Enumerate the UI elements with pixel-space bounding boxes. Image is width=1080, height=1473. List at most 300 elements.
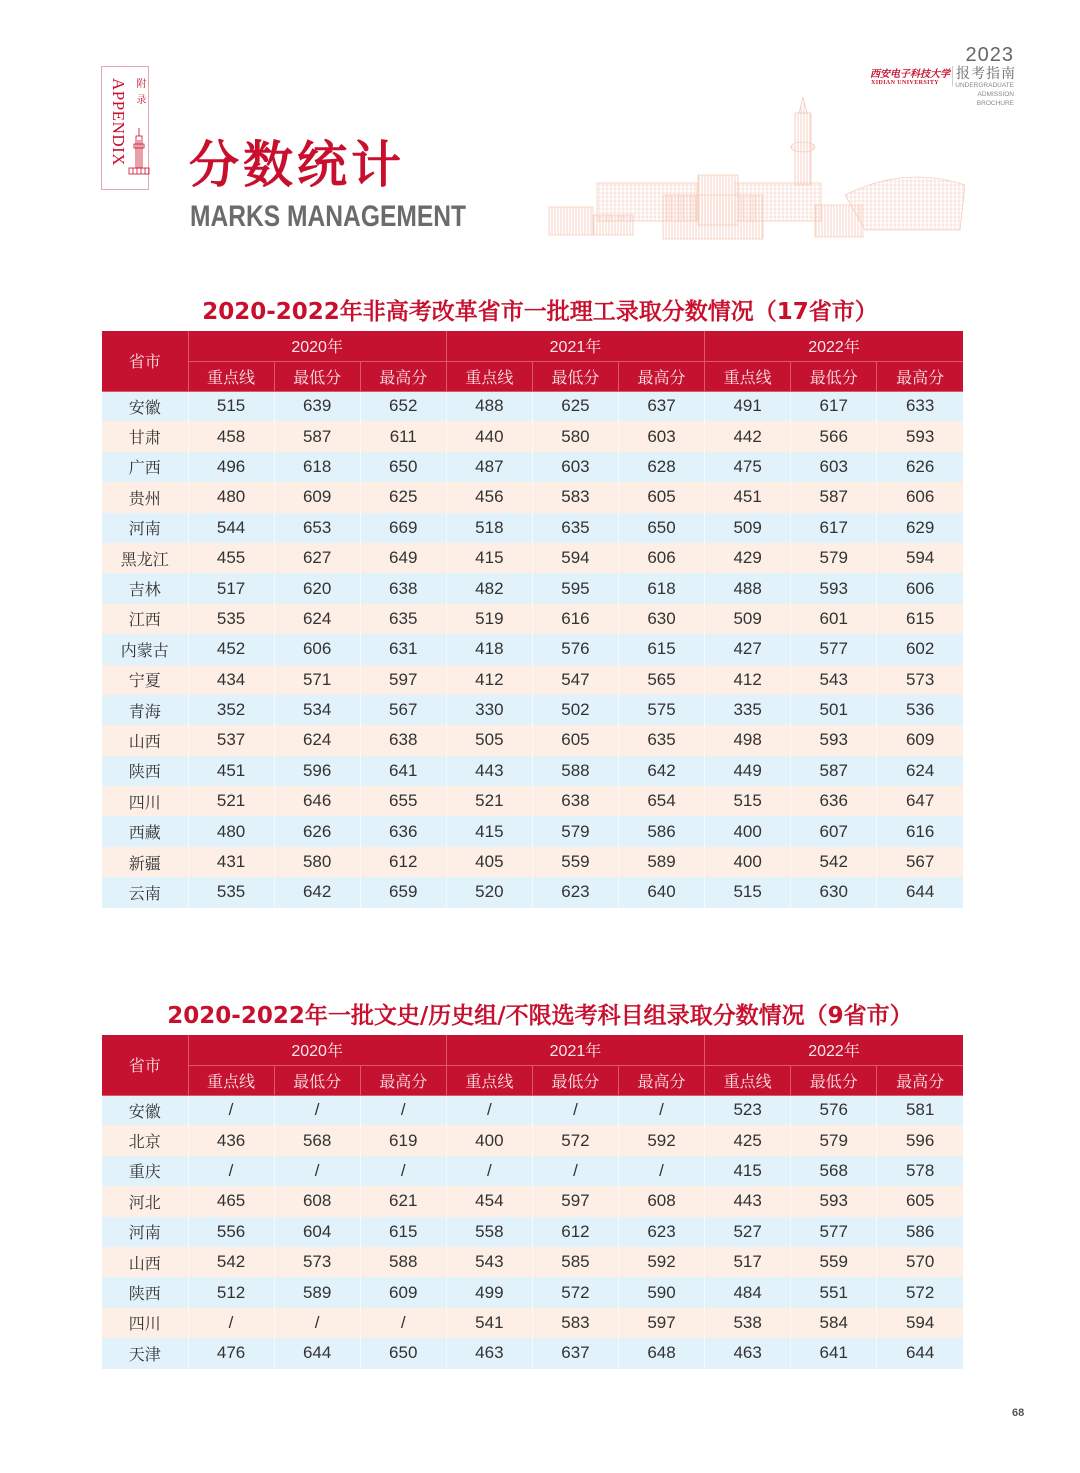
score-cell: 637 xyxy=(532,1338,618,1368)
score-cell: 649 xyxy=(360,543,446,573)
score-cell: 635 xyxy=(360,604,446,634)
score-cell: 572 xyxy=(532,1125,618,1155)
score-cell: 621 xyxy=(360,1186,446,1216)
score-cell: 491 xyxy=(705,391,791,421)
province-cell: 安徽 xyxy=(102,1095,188,1125)
score-cell: 589 xyxy=(618,847,704,877)
score-cell: 521 xyxy=(446,786,532,816)
page-subtitle: MARKS MANAGEMENT xyxy=(190,200,467,233)
score-cell: 623 xyxy=(532,877,618,907)
score-cell: 636 xyxy=(360,816,446,846)
score-cell: 616 xyxy=(877,816,963,846)
score-cell: 412 xyxy=(446,665,532,695)
score-cell: 638 xyxy=(532,786,618,816)
table-row xyxy=(102,1308,963,1338)
table-row xyxy=(102,421,963,451)
score-cell: 605 xyxy=(532,725,618,755)
table-row xyxy=(102,1277,963,1307)
score-cell: 593 xyxy=(791,1186,877,1216)
table-row xyxy=(102,391,963,421)
score-cell: 605 xyxy=(877,1186,963,1216)
table-row xyxy=(102,877,963,907)
score-cell: 628 xyxy=(618,452,704,482)
score-cell: / xyxy=(274,1095,360,1125)
table-row xyxy=(102,1338,963,1368)
score-cell: 521 xyxy=(188,786,274,816)
score-cell: 625 xyxy=(532,391,618,421)
score-cell: 612 xyxy=(532,1217,618,1247)
province-cell: 天津 xyxy=(102,1338,188,1368)
score-cell: / xyxy=(532,1156,618,1186)
score-cell: 597 xyxy=(532,1186,618,1216)
score-cell: 611 xyxy=(360,421,446,451)
score-cell: 559 xyxy=(532,847,618,877)
score-cell: 648 xyxy=(618,1338,704,1368)
score-cell: 654 xyxy=(618,786,704,816)
score-cell: 436 xyxy=(188,1125,274,1155)
province-cell: 吉林 xyxy=(102,573,188,603)
score-cell: 638 xyxy=(360,725,446,755)
score-cell: 636 xyxy=(791,786,877,816)
province-cell: 山西 xyxy=(102,725,188,755)
score-cell: 650 xyxy=(360,1338,446,1368)
score-cell: 572 xyxy=(877,1277,963,1307)
province-cell: 云南 xyxy=(102,877,188,907)
score-cell: 429 xyxy=(705,543,791,573)
appendix-label-cn: 附录 xyxy=(134,78,145,110)
score-cell: 659 xyxy=(360,877,446,907)
score-cell: 527 xyxy=(705,1217,791,1247)
score-cell: 543 xyxy=(791,665,877,695)
table-row xyxy=(102,816,963,846)
metric-header: 最低分 xyxy=(532,361,618,391)
score-cell: 604 xyxy=(274,1217,360,1247)
score-cell: 617 xyxy=(791,513,877,543)
score-cell: 605 xyxy=(618,482,704,512)
score-cell: 505 xyxy=(446,725,532,755)
score-cell: 606 xyxy=(618,543,704,573)
score-cell: 480 xyxy=(188,816,274,846)
score-cell: 647 xyxy=(877,786,963,816)
score-cell: 592 xyxy=(618,1125,704,1155)
score-cell: 544 xyxy=(188,513,274,543)
table-row xyxy=(102,847,963,877)
metric-header: 最高分 xyxy=(618,1065,704,1095)
score-cell: 615 xyxy=(360,1217,446,1247)
score-cell: 594 xyxy=(877,1308,963,1338)
score-cell: 623 xyxy=(618,1217,704,1247)
score-cell: 572 xyxy=(532,1277,618,1307)
score-cell: 630 xyxy=(791,877,877,907)
score-cell: 578 xyxy=(877,1156,963,1186)
page-number: 68 xyxy=(1012,1407,1025,1419)
table-row xyxy=(102,665,963,695)
score-cell: 618 xyxy=(618,573,704,603)
score-cell: 542 xyxy=(188,1247,274,1277)
brochure-year: 2023 xyxy=(965,44,1014,66)
score-cell: 637 xyxy=(618,391,704,421)
score-cell: 650 xyxy=(360,452,446,482)
score-cell: 556 xyxy=(188,1217,274,1247)
metric-header: 最高分 xyxy=(360,1065,446,1095)
score-cell: 542 xyxy=(791,847,877,877)
score-cell: 535 xyxy=(188,604,274,634)
score-cell: 655 xyxy=(360,786,446,816)
province-header: 省市 xyxy=(102,331,188,391)
score-cell: 452 xyxy=(188,634,274,664)
score-cell: 597 xyxy=(360,665,446,695)
score-cell: 543 xyxy=(446,1247,532,1277)
score-cell: 499 xyxy=(446,1277,532,1307)
score-cell: 590 xyxy=(618,1277,704,1307)
score-cell: 480 xyxy=(188,482,274,512)
score-cell: 602 xyxy=(877,634,963,664)
score-cell: 517 xyxy=(188,573,274,603)
score-cell: 580 xyxy=(274,847,360,877)
metric-header: 最高分 xyxy=(618,361,704,391)
score-cell: 592 xyxy=(618,1247,704,1277)
score-cell: 515 xyxy=(188,391,274,421)
score-cell: 573 xyxy=(274,1247,360,1277)
score-cell: 603 xyxy=(618,421,704,451)
score-cell: 595 xyxy=(532,573,618,603)
score-cell: 644 xyxy=(274,1338,360,1368)
score-cell: 633 xyxy=(877,391,963,421)
metric-header: 重点线 xyxy=(446,361,532,391)
year-header-2020: 2020年 xyxy=(188,331,446,361)
score-cell: 576 xyxy=(532,634,618,664)
score-cell: 551 xyxy=(791,1277,877,1307)
year-header-2022: 2022年 xyxy=(705,331,963,361)
score-cell: 624 xyxy=(274,604,360,634)
university-logo-cn: 西安电子科技大学 xyxy=(870,69,950,80)
score-cell: 501 xyxy=(791,695,877,725)
score-cell: 484 xyxy=(705,1277,791,1307)
campus-skyline-illustration xyxy=(545,95,965,240)
year-header-2021: 2021年 xyxy=(446,1035,704,1065)
science-scores-table xyxy=(102,331,963,908)
province-cell: 黑龙江 xyxy=(102,543,188,573)
score-cell: 607 xyxy=(791,816,877,846)
table-row xyxy=(102,452,963,482)
province-cell: 四川 xyxy=(102,786,188,816)
score-cell: 642 xyxy=(274,877,360,907)
province-cell: 陕西 xyxy=(102,756,188,786)
score-cell: 577 xyxy=(791,634,877,664)
score-cell: 588 xyxy=(532,756,618,786)
score-cell: 541 xyxy=(446,1308,532,1338)
score-cell: 427 xyxy=(705,634,791,664)
score-cell: 630 xyxy=(618,604,704,634)
appendix-label-en: APPENDIX xyxy=(109,78,128,167)
score-cell: 620 xyxy=(274,573,360,603)
metric-header: 最低分 xyxy=(791,361,877,391)
score-cell: 652 xyxy=(360,391,446,421)
score-cell: 609 xyxy=(877,725,963,755)
score-cell: 573 xyxy=(877,665,963,695)
score-cell: 641 xyxy=(360,756,446,786)
score-cell: 603 xyxy=(532,452,618,482)
score-cell: 547 xyxy=(532,665,618,695)
score-cell: 487 xyxy=(446,452,532,482)
score-cell: 431 xyxy=(188,847,274,877)
province-cell: 甘肃 xyxy=(102,421,188,451)
metric-header: 最低分 xyxy=(532,1065,618,1095)
score-cell: 456 xyxy=(446,482,532,512)
score-cell: 587 xyxy=(791,482,877,512)
score-cell: 502 xyxy=(532,695,618,725)
score-cell: 488 xyxy=(705,573,791,603)
score-cell: 594 xyxy=(532,543,618,573)
metric-header: 最低分 xyxy=(274,1065,360,1095)
score-cell: 577 xyxy=(791,1217,877,1247)
metric-header: 重点线 xyxy=(705,361,791,391)
score-cell: 608 xyxy=(618,1186,704,1216)
score-cell: 606 xyxy=(274,634,360,664)
score-cell: 519 xyxy=(446,604,532,634)
score-cell: 449 xyxy=(705,756,791,786)
score-cell: 603 xyxy=(791,452,877,482)
score-cell: 454 xyxy=(446,1186,532,1216)
metric-header: 最低分 xyxy=(274,361,360,391)
year-header-2021: 2021年 xyxy=(446,331,704,361)
score-cell: 458 xyxy=(188,421,274,451)
score-cell: 635 xyxy=(618,725,704,755)
table-row xyxy=(102,1217,963,1247)
score-cell: / xyxy=(274,1308,360,1338)
score-cell: 515 xyxy=(705,786,791,816)
score-cell: 608 xyxy=(274,1186,360,1216)
score-cell: 669 xyxy=(360,513,446,543)
score-cell: 535 xyxy=(188,877,274,907)
score-cell: / xyxy=(360,1156,446,1186)
score-cell: 644 xyxy=(877,1338,963,1368)
metric-header: 重点线 xyxy=(188,1065,274,1095)
score-cell: 585 xyxy=(532,1247,618,1277)
score-cell: 509 xyxy=(705,513,791,543)
score-cell: 638 xyxy=(360,573,446,603)
province-cell: 安徽 xyxy=(102,391,188,421)
score-cell: 571 xyxy=(274,665,360,695)
score-cell: 434 xyxy=(188,665,274,695)
score-cell: 475 xyxy=(705,452,791,482)
score-cell: 512 xyxy=(188,1277,274,1307)
table-row xyxy=(102,513,963,543)
score-cell: 583 xyxy=(532,482,618,512)
table-2-title: 2020-2022年一批文史/历史组/不限选考科目组录取分数情况（9省市） xyxy=(167,1003,913,1029)
score-cell: 534 xyxy=(274,695,360,725)
score-cell: 618 xyxy=(274,452,360,482)
score-cell: / xyxy=(446,1095,532,1125)
score-cell: 335 xyxy=(705,695,791,725)
brand-divider xyxy=(952,66,953,86)
score-cell: 463 xyxy=(705,1338,791,1368)
score-cell: 482 xyxy=(446,573,532,603)
table-row xyxy=(102,725,963,755)
table-row xyxy=(102,1095,963,1125)
score-cell: 584 xyxy=(791,1308,877,1338)
score-cell: 581 xyxy=(877,1095,963,1125)
province-cell: 重庆 xyxy=(102,1156,188,1186)
score-cell: 415 xyxy=(446,543,532,573)
score-cell: 566 xyxy=(791,421,877,451)
score-cell: 400 xyxy=(705,816,791,846)
liberal-arts-scores-table xyxy=(102,1035,963,1369)
province-cell: 江西 xyxy=(102,604,188,634)
score-cell: 593 xyxy=(791,573,877,603)
table-1-title: 2020-2022年非高考改革省市一批理工录取分数情况（17省市） xyxy=(202,299,878,325)
table-row xyxy=(102,1156,963,1186)
province-cell: 河南 xyxy=(102,1217,188,1247)
score-cell: 400 xyxy=(446,1125,532,1155)
score-cell: 538 xyxy=(705,1308,791,1338)
table-row xyxy=(102,1125,963,1155)
score-cell: 568 xyxy=(274,1125,360,1155)
score-cell: 451 xyxy=(705,482,791,512)
metric-header: 最高分 xyxy=(877,361,963,391)
score-cell: 442 xyxy=(705,421,791,451)
score-cell: / xyxy=(274,1156,360,1186)
brochure-title-en: UNDERGRADUATE ADMISSION BROCHURE xyxy=(955,82,1014,107)
score-cell: 646 xyxy=(274,786,360,816)
score-cell: 520 xyxy=(446,877,532,907)
score-cell: 586 xyxy=(618,816,704,846)
score-cell: 640 xyxy=(618,877,704,907)
brochure-title-cn: 报考指南 xyxy=(956,66,1016,82)
table-row xyxy=(102,756,963,786)
score-cell: 593 xyxy=(877,421,963,451)
province-cell: 北京 xyxy=(102,1125,188,1155)
score-cell: 518 xyxy=(446,513,532,543)
province-cell: 山西 xyxy=(102,1247,188,1277)
province-cell: 贵州 xyxy=(102,482,188,512)
score-cell: 509 xyxy=(705,604,791,634)
score-cell: 626 xyxy=(274,816,360,846)
score-cell: 644 xyxy=(877,877,963,907)
score-cell: 601 xyxy=(791,604,877,634)
score-cell: 583 xyxy=(532,1308,618,1338)
score-cell: 615 xyxy=(877,604,963,634)
metric-header: 重点线 xyxy=(188,361,274,391)
score-cell: 415 xyxy=(446,816,532,846)
metric-header: 重点线 xyxy=(446,1065,532,1095)
table-row xyxy=(102,1247,963,1277)
score-cell: 568 xyxy=(791,1156,877,1186)
score-cell: 537 xyxy=(188,725,274,755)
score-cell: 523 xyxy=(705,1095,791,1125)
score-cell: 627 xyxy=(274,543,360,573)
score-cell: / xyxy=(360,1308,446,1338)
score-cell: 579 xyxy=(791,543,877,573)
score-cell: 615 xyxy=(618,634,704,664)
table-row xyxy=(102,1186,963,1216)
metric-header: 最低分 xyxy=(791,1065,877,1095)
score-cell: 567 xyxy=(877,847,963,877)
score-cell: 463 xyxy=(446,1338,532,1368)
table-row xyxy=(102,573,963,603)
score-cell: 575 xyxy=(618,695,704,725)
score-cell: 476 xyxy=(188,1338,274,1368)
score-cell: 586 xyxy=(877,1217,963,1247)
score-cell: 330 xyxy=(446,695,532,725)
score-cell: 641 xyxy=(791,1338,877,1368)
province-cell: 新疆 xyxy=(102,847,188,877)
score-cell: 418 xyxy=(446,634,532,664)
score-cell: / xyxy=(618,1156,704,1186)
score-cell: 567 xyxy=(360,695,446,725)
page-title: 分数统计 xyxy=(189,135,405,194)
table-row xyxy=(102,695,963,725)
score-cell: 579 xyxy=(532,816,618,846)
table-row xyxy=(102,786,963,816)
score-cell: 625 xyxy=(360,482,446,512)
score-cell: 443 xyxy=(705,1186,791,1216)
score-cell: 639 xyxy=(274,391,360,421)
year-header-2022: 2022年 xyxy=(705,1035,963,1065)
table-row xyxy=(102,482,963,512)
score-cell: 405 xyxy=(446,847,532,877)
province-cell: 陕西 xyxy=(102,1277,188,1307)
score-cell: 465 xyxy=(188,1186,274,1216)
metric-header: 重点线 xyxy=(705,1065,791,1095)
university-logo-en: XIDIAN UNIVERSITY xyxy=(871,80,939,86)
score-cell: 517 xyxy=(705,1247,791,1277)
province-cell: 河南 xyxy=(102,513,188,543)
score-cell: / xyxy=(360,1095,446,1125)
score-cell: 412 xyxy=(705,665,791,695)
score-cell: 415 xyxy=(705,1156,791,1186)
province-cell: 广西 xyxy=(102,452,188,482)
table-row xyxy=(102,543,963,573)
score-cell: 565 xyxy=(618,665,704,695)
province-cell: 青海 xyxy=(102,695,188,725)
table-row xyxy=(102,634,963,664)
score-cell: 617 xyxy=(791,391,877,421)
score-cell: 536 xyxy=(877,695,963,725)
score-cell: / xyxy=(618,1095,704,1125)
score-cell: 650 xyxy=(618,513,704,543)
score-cell: 488 xyxy=(446,391,532,421)
score-cell: 425 xyxy=(705,1125,791,1155)
score-cell: 619 xyxy=(360,1125,446,1155)
province-cell: 内蒙古 xyxy=(102,634,188,664)
score-cell: 589 xyxy=(274,1277,360,1307)
province-cell: 河北 xyxy=(102,1186,188,1216)
province-cell: 宁夏 xyxy=(102,665,188,695)
score-cell: 597 xyxy=(618,1308,704,1338)
score-cell: 624 xyxy=(877,756,963,786)
score-cell: 576 xyxy=(791,1095,877,1125)
province-cell: 四川 xyxy=(102,1308,188,1338)
score-cell: 635 xyxy=(532,513,618,543)
score-cell: 570 xyxy=(877,1247,963,1277)
metric-header: 最高分 xyxy=(877,1065,963,1095)
score-cell: 451 xyxy=(188,756,274,786)
year-header-2020: 2020年 xyxy=(188,1035,446,1065)
score-cell: 606 xyxy=(877,482,963,512)
score-cell: 606 xyxy=(877,573,963,603)
score-cell: / xyxy=(446,1156,532,1186)
score-cell: 609 xyxy=(360,1277,446,1307)
score-cell: 631 xyxy=(360,634,446,664)
score-cell: 498 xyxy=(705,725,791,755)
score-cell: 515 xyxy=(705,877,791,907)
score-cell: 596 xyxy=(877,1125,963,1155)
score-cell: 352 xyxy=(188,695,274,725)
score-cell: 588 xyxy=(360,1247,446,1277)
score-cell: 400 xyxy=(705,847,791,877)
score-cell: / xyxy=(188,1095,274,1125)
